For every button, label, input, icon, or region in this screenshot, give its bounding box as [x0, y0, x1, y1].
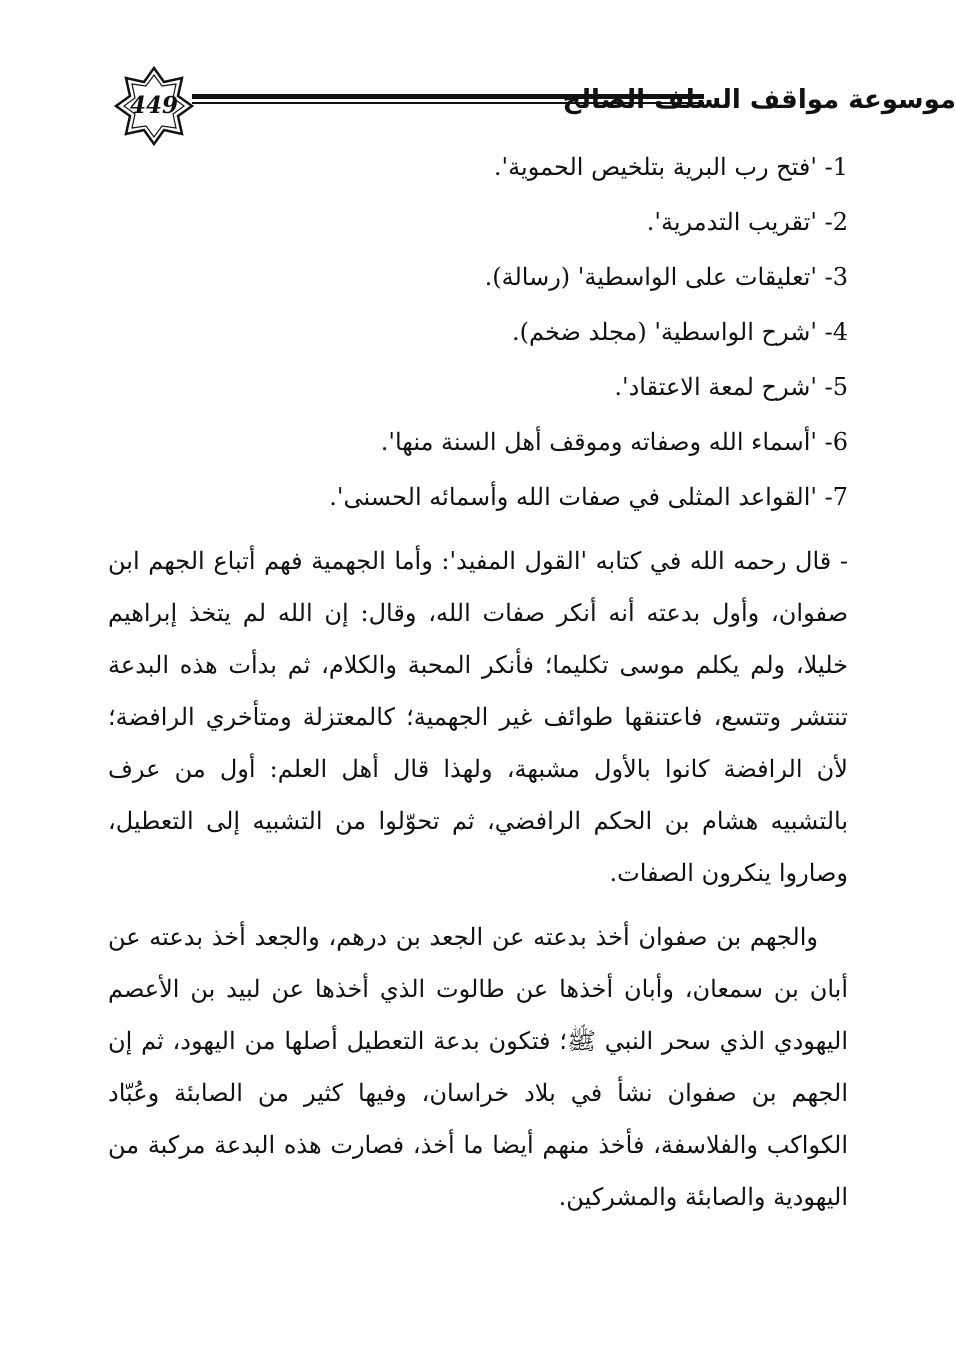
list-item	[108, 195, 848, 250]
list-item-number: 7-	[824, 483, 848, 511]
list-item	[108, 305, 848, 360]
list-item-text: 'القواعد المثلى في صفات الله وأسمائه الحسنى'.	[329, 483, 817, 511]
list-item	[108, 470, 848, 525]
page-number-badge	[114, 66, 194, 146]
list-item-text: 'تعليقات على الواسطية' (رسالة).	[484, 263, 817, 291]
page-header	[110, 62, 956, 134]
list-item	[108, 140, 848, 195]
list-item-text: 'فتح رب البرية بتلخيص الحموية'.	[493, 153, 817, 181]
list-item-number: 4-	[824, 318, 848, 346]
list-item-number: 2-	[824, 208, 848, 236]
list-item-text: 'أسماء الله وصفاته وموقف أهل السنة منها'.	[380, 428, 817, 456]
list-item-text: 'تقريب التدمرية'.	[646, 208, 817, 236]
page-body	[108, 140, 848, 1223]
works-list	[108, 140, 848, 525]
paragraph-jahmiyya: - قال رحمه الله في كتابه 'القول المفيد': وأما الجهمية فهم أتباع الجهم ابن صفوان، وأول بدعته أنه أنكر صفات الله، وقال: إن الله لم يتخذ إبراهيم خليلا، ولم يكلم موسى تكليما؛ فأنكر المحبة والكلام، ثم بدأت هذه البدعة تنتشر وتتسع، فاعتنقها طوائف غير الجهمية؛ كالمعتزلة ومتأخري الرافضة؛ لأن الرافضة كانوا بالأول مشبهة، ولهذا قال أهل العلم: أول من عرف بالتشبيه هشام بن الحكم الرافضي، ثم تحوّلوا من التشبيه إلى التعطيل، وصاروا ينكرون الصفات.	[108, 547, 849, 887]
book-title: موسوعة مواقف السلف الصالح	[562, 85, 956, 115]
list-item	[108, 415, 848, 470]
list-item	[108, 360, 848, 415]
list-item-number: 6-	[824, 428, 848, 456]
list-item-number: 5-	[824, 373, 848, 401]
list-item-number: 1-	[824, 153, 848, 181]
paragraph-chain: والجهم بن صفوان أخذ بدعته عن الجعد بن درهم، والجعد أخذ بدعته عن أبان بن سمعان، وأبان أخذها عن طالوت الذي أخذها عن لبيد بن الأعصم اليهودي الذي سحر النبي ﷺ؛ فتكون بدعة التعطيل أصلها من اليهود، ثم إن الجهم بن صفوان نشأ في بلاد خراسان، وفيها كثير من الصابئة وعُبّاد الكواكب والفلاسفة، فأخذ منهم أيضا ما أخذ، فصارت هذه البدعة مركبة من اليهودية والصابئة والمشركين.	[108, 923, 848, 1211]
list-item-number: 3-	[824, 263, 848, 291]
page-number: 449	[129, 92, 178, 119]
list-item	[108, 250, 848, 305]
list-item-text: 'شرح الواسطية' (مجلد ضخم).	[512, 318, 817, 346]
list-item-text: 'شرح لمعة الاعتقاد'.	[614, 373, 817, 401]
